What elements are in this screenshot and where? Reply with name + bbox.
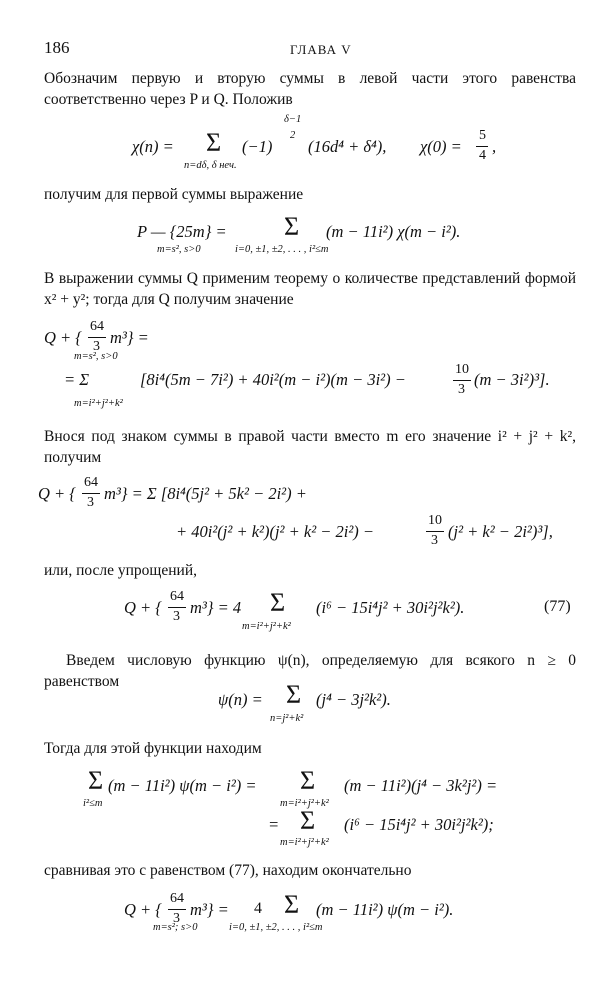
frac-bar: [82, 493, 100, 494]
eq-final-b: m³} =: [190, 900, 229, 919]
eq-final-d: (m − 11i²) ψ(m − i²).: [316, 900, 454, 919]
frac-bar: [476, 146, 488, 147]
paragraph-7: Тогда для этой функции находим: [44, 740, 262, 757]
frac-den: 3: [93, 339, 100, 354]
frac-bar: [88, 337, 106, 338]
sigma-symbol: Σ: [88, 766, 104, 795]
paragraph-4: Внося под знаком суммы в правой части вместо m его значение i² + j² + k², получим: [44, 428, 576, 466]
eq-T-sub-b: m=i²+j²+k²: [280, 798, 329, 809]
eq-psi-sub: n=j²+k²: [270, 713, 304, 724]
sigma-symbol: Σ: [300, 766, 316, 795]
frac-bar: [168, 909, 186, 910]
eq-P-body: (m − 11i²) χ(m − i²).: [326, 222, 461, 241]
eq-T-sub-a: i²≤m: [83, 798, 103, 809]
eq-chi-sub: n=dδ, δ неч.: [184, 160, 237, 171]
eq-77-c: (i⁶ − 15i⁴j² + 30i²j²k²).: [316, 598, 465, 617]
frac-num: 64: [84, 475, 98, 490]
frac-den: 3: [173, 911, 180, 926]
eq-Q2-b: m³} = Σ [8i⁴(5j² + 5k² − 2i²) +: [104, 484, 307, 503]
eq-chi0: χ(0) =: [420, 137, 462, 156]
eq-final-sub1: m=s²; s>0: [153, 922, 198, 933]
eq-psi-b: (j⁴ − 3j²k²).: [316, 690, 391, 709]
eq-Q2-d: (j² + k² − 2i²)³],: [448, 522, 553, 541]
eq-Q1-b: m³} =: [110, 328, 149, 347]
frac-num: 64: [90, 319, 104, 334]
sigma-symbol: Σ: [286, 680, 302, 709]
sigma-symbol: Σ: [300, 806, 316, 835]
eq-final-c: 4: [254, 900, 262, 917]
page-number: 186: [44, 38, 70, 57]
frac-bar: [168, 607, 186, 608]
eq-chi-end: ,: [492, 137, 497, 156]
eq-P-sub2: i=0, ±1, ±2, . . . , i²≤m: [235, 244, 329, 255]
paragraph-5: или, после упрощений,: [44, 562, 197, 579]
eq-Q1-sub1: m=s², s>0: [74, 351, 118, 362]
frac-den: 3: [173, 609, 180, 624]
eq-P-left: P — {25m} =: [137, 222, 227, 241]
eq-psi-a: ψ(n) =: [218, 690, 263, 709]
eq-P-sub1: m=s², s>0: [157, 244, 201, 255]
equation-number: (77): [544, 598, 571, 615]
sigma-symbol: Σ: [206, 128, 222, 157]
paragraph-8: сравнивая это с равенством (77), находим окончательно: [44, 862, 412, 879]
paragraph-3: В выражении суммы Q применим теорему о количестве представлений формой x² + y²; тогда для Q получим значение: [44, 270, 576, 308]
frac-bar: [426, 531, 444, 532]
eq-chi-left: χ(n) =: [132, 137, 174, 156]
eq-Q1-a: Q + {: [44, 328, 82, 347]
frac-num: 5: [479, 128, 486, 143]
chapter-title: ГЛАВА V: [290, 42, 352, 57]
paragraph-2: получим для первой суммы выражение: [44, 186, 304, 203]
eq-Q2-c: + 40i²(j² + k²)(j² + k² − 2i²) −: [176, 522, 375, 541]
eq-chi-exp: δ−1: [284, 114, 302, 125]
sigma-symbol: Σ: [284, 212, 300, 241]
frac-den: 4: [479, 148, 486, 163]
eq-chi-exp-den: 2: [290, 130, 296, 141]
eq-T-sub-c: m=i²+j²+k²: [280, 837, 329, 848]
eq-Q1-line2c: (m − 3i²)³].: [474, 370, 550, 389]
frac-num: 64: [170, 891, 184, 906]
frac-den: 3: [87, 495, 94, 510]
frac-num: 10: [428, 513, 442, 528]
eq-Q1-sub2: m=i²+j²+k²: [74, 398, 123, 409]
sigma-symbol: Σ: [270, 588, 286, 617]
frac-den: 3: [431, 533, 438, 548]
eq-Q2-a: Q + {: [38, 484, 76, 503]
eq-77-b: m³} = 4: [190, 598, 242, 617]
eq-chi-tail: (16d⁴ + δ⁴),: [308, 137, 387, 156]
eq-final-sub2: i=0, ±1, ±2, . . . , i²≤m: [229, 922, 323, 933]
eq-final-a: Q + {: [124, 900, 162, 919]
frac-num: 64: [170, 589, 184, 604]
eq-chi-body: (−1): [242, 137, 273, 156]
frac-bar: [453, 380, 471, 381]
eq-77-a: Q + {: [124, 598, 162, 617]
eq-T-eq: =: [268, 815, 280, 834]
sigma-symbol: Σ: [284, 890, 300, 919]
frac-den: 3: [458, 382, 465, 397]
eq-Q1-line2: = Σ: [64, 370, 90, 389]
eq-T-c: (i⁶ − 15i⁴j² + 30i²j²k²);: [344, 815, 494, 834]
paragraph-6: Введем числовую функцию ψ(n), определяемую для всякого n ≥ 0 равенством: [44, 652, 576, 690]
frac-num: 10: [455, 362, 469, 377]
eq-77-sub: m=i²+j²+k²: [242, 621, 291, 632]
eq-T-b: (m − 11i²)(j⁴ − 3k²j²) =: [344, 776, 498, 795]
eq-T-a: (m − 11i²) ψ(m − i²) =: [108, 776, 257, 795]
eq-Q1-line2b: [8i⁴(5m − 7i²) + 40i²(m − i²)(m − 3i²) −: [140, 370, 406, 389]
paragraph-1: Обозначим первую и вторую суммы в левой части этого равенства соответственно через P и Q. Положив: [44, 70, 576, 108]
